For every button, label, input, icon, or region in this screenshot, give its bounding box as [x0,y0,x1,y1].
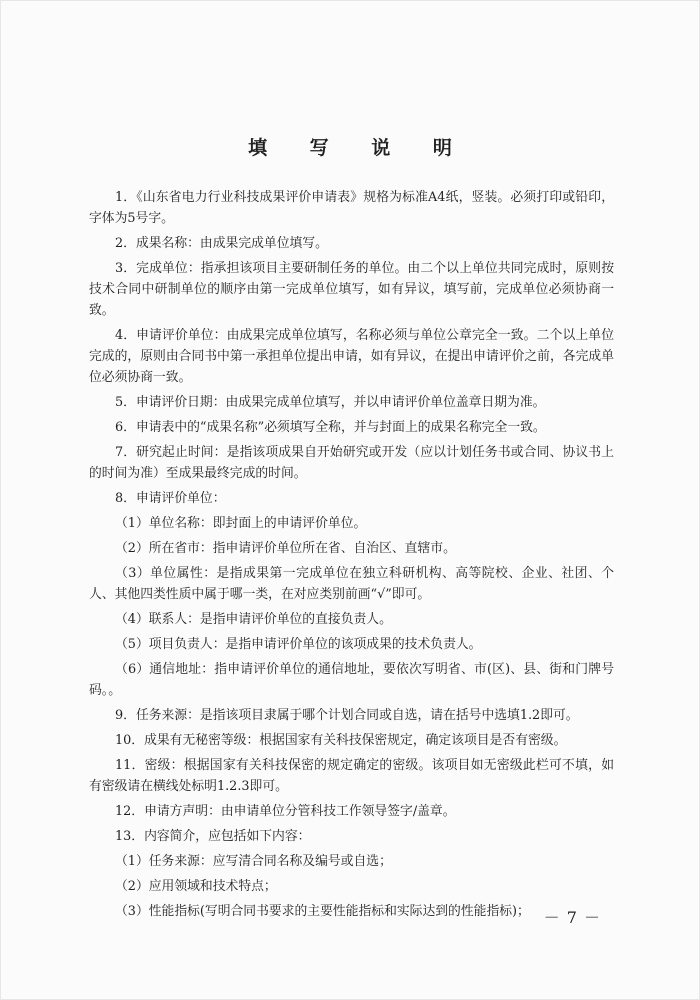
paragraph-13-1: （1）任务来源：应写清合同名称及编号或自选； [115,854,392,869]
paragraph-8-1: （1）单位名称：即封面上的申请评价单位。 [115,516,367,531]
paragraph-8-5: （5）项目负责人：是指申请评价单位的该项成果的技术负责人。 [115,637,482,652]
paragraph-13-3: （3）性能指标(写明合同书要求的主要性能指标和实际达到的性能指标)； [115,904,530,919]
page-number: － 7 － [543,908,601,927]
paragraph-3: 3．完成单位：指承担该项目主要研制任务的单位。由二个以上单位共同完成时，原则按技术合同中研制单位的顺序由第一完成单位填写，如有异议，填写前，完成单位必须协商一致。 [89,261,614,318]
paragraph-8-2: （2）所在省市：指申请评价单位所在省、自治区、直辖市。 [115,541,456,556]
paragraph-8-3: （3）单位属性：是指成果第一完成单位在独立科研机构、高等院校、企业、社团、个人、其他四类性质中属于哪一类，在对应类别前画“√”即可。 [89,566,614,602]
paragraph-13: 13．内容简介，应包括如下内容： [115,829,311,844]
document-title: 填 写 说 明 [248,137,470,159]
paragraph-8: 8．申请评价单位： [115,491,226,506]
paragraph-7: 7．研究起止时间：是指该项成果自开始研究或开发（应以计划任务书或合同、协议书上的时间为准）至成果最终完成的时间。 [89,445,614,481]
document-body [89,187,614,926]
paragraph-6: 6．申请表中的“成果名称”必须填写全称，并与封面上的成果名称完全一致。 [115,420,546,435]
paragraph-1: 1．《山东省电力行业科技成果评价申请表》规格为标准A4纸，竖装。必须打印或铅印，字体为5号字。 [89,190,614,226]
paragraph-9: 9．任务来源：是指该项目隶属于哪个计划合同或自选，请在括号中选填1.2即可。 [115,708,579,723]
paragraph-2: 2．成果名称：由成果完成单位填写。 [115,236,328,251]
paragraph-11: 11．密级：根据国家有关科技保密的规定确定的密级。该项目如无密级此栏可不填，如有密级请在横线处标明1.2.3即可。 [89,758,614,794]
paragraph-8-4: （4）联系人：是指申请评价单位的直接负责人。 [115,612,392,627]
paragraph-10: 10．成果有无秘密等级：根据国家有关科技保密规定，确定该项目是否有密级。 [115,733,567,748]
paragraph-8-6: （6）通信地址：指申请评价单位的通信地址，要依次写明省、市(区)、县、街和门牌号码。。 [89,662,614,698]
paragraph-12: 12．申请方声明：由申请单位分管科技工作领导签字/盖章。 [115,804,456,819]
paragraph-5: 5．申请评价日期：由成果完成单位填写，并以申请评价单位盖章日期为准。 [115,395,546,410]
paragraph-13-2: （2）应用领域和技术特点； [115,879,277,894]
paragraph-4: 4．申请评价单位：由成果完成单位填写，名称必须与单位公章完全一致。二个以上单位完成的，原则由合同书中第一承担单位提出申请，如有异议，在提出申请评价之前，各完成单位必须协商一致。 [89,328,614,385]
